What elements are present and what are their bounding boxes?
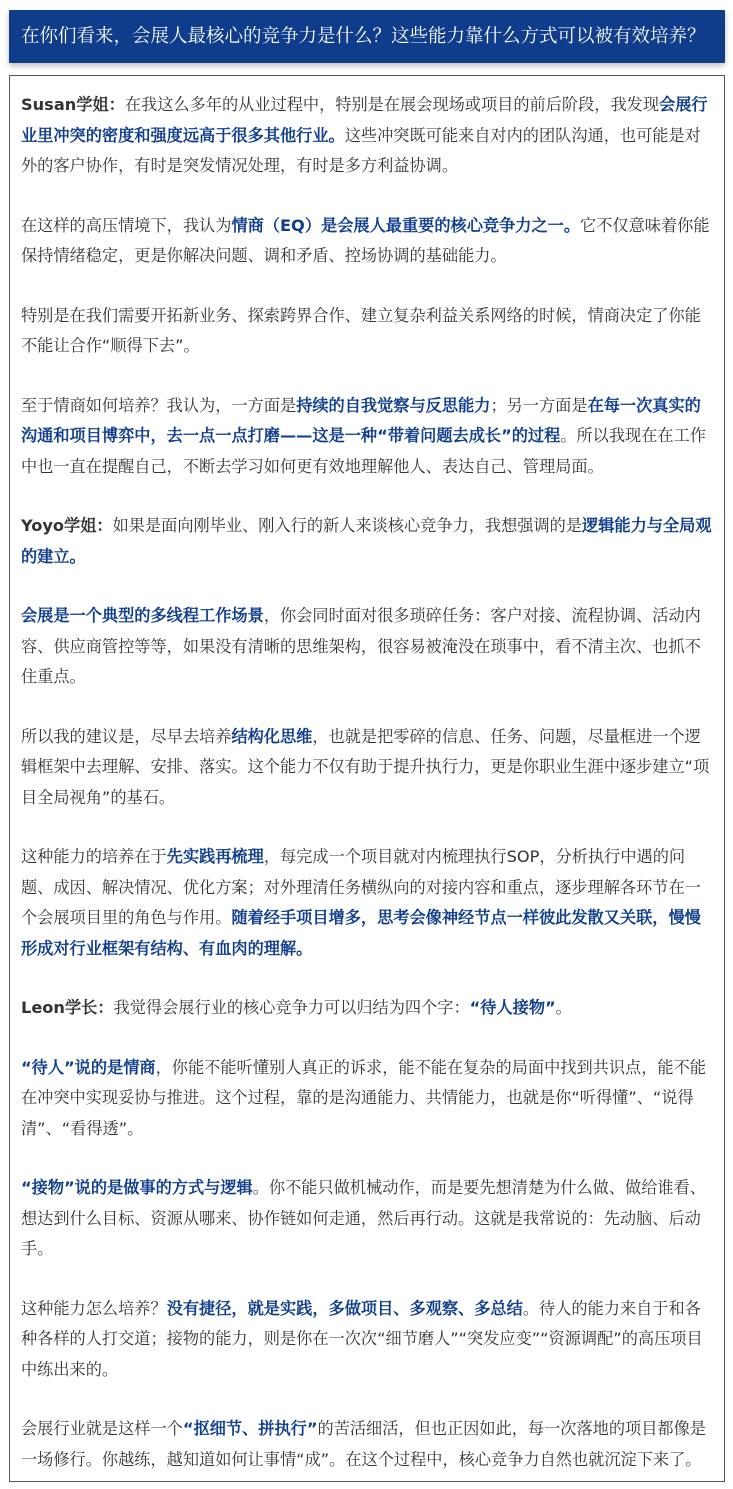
highlight-text: 随着经手项目增多，思考会像神经节点一样彼此发散又关联，慢慢形成对行业框架有结构、有血肉的理解。	[21, 908, 701, 958]
answer-paragraph	[21, 301, 713, 362]
body-text: ，你能不能听懂别人真正的诉求，能不能在复杂的局面中找到共识点，能不能在冲突中实现妥协与推进。这个过程，靠的是沟通能力、共情能力，也就是你“听得懂”、“说得清”、“看得透”。	[21, 1057, 706, 1138]
highlight-text: 先实践再梳理	[166, 847, 264, 866]
answer-paragraph	[21, 842, 713, 964]
body-text: 这种能力的培养在于	[21, 847, 167, 866]
highlight-text: 会展行业里冲突的密度和强度远高于很多其他行业。	[21, 95, 708, 145]
body-text: 这种能力怎么培养？	[21, 1298, 167, 1318]
body-text: 在这样的高压情境下，我认为	[21, 215, 232, 235]
answer-paragraph	[21, 391, 713, 483]
body-text: 会展行业就是这样一个	[21, 1419, 183, 1438]
body-text: 这些冲突既可能来自对内的团队沟通，也可能是对外的客户协作，有时是突发情况处理，有时是多方利益协调。	[21, 125, 701, 175]
speaker-name: Yoyo学姐：	[21, 516, 113, 535]
body-text: ，也就是把零碎的信息、任务、问题，尽量框进一个逻辑框架中去理解、安排、落实。这个能力不仅有助于提升执行力，更是你职业生涯中逐步建立“项目全局视角”的基石。	[21, 726, 710, 807]
body-text: 至于情商如何培养？我认为，一方面是	[21, 395, 297, 415]
highlight-text: 没有捷径，就是实践，多做项目、多观察、多总结	[166, 1298, 523, 1318]
body-text: 。待人的能力来自于和各种各样的人打交道；接物的能力，则是你在一次次“细节磨人”“突发应变”“资源调配”的高压项目中练出来的。	[21, 1298, 703, 1379]
highlight-text: “抠细节、拼执行”	[182, 1419, 318, 1438]
answer-paragraph	[21, 1294, 713, 1386]
question-text: 在你们看来，会展人最核心的竞争力是什么？这些能力靠什么方式可以被有效培养？	[21, 26, 706, 47]
highlight-text: 会展是一个典型的多线程工作场景	[21, 606, 264, 625]
body-text: 。你不能只做机械动作，而是要先想清楚为什么做、做给谁看、想达到什么目标、资源从哪来、协作链如何走通，然后再行动。这就是我常说的：先动脑、后动手。	[21, 1178, 706, 1258]
body-text: 。所以我现在在工作中也一直在提醒自己，不断去学习如何更有效地理解他人、表达自己、管理局面。	[21, 426, 706, 476]
answer-paragraph	[21, 1053, 713, 1145]
answer-paragraph	[21, 90, 713, 182]
body-text: ，每完成一个项目就对内梳理执行SOP，分析执行中遇的问题、成因、解决情况、优化方案；对外理清任务横纵向的对接内容和重点，逐步理解各环节在一个会展项目里的角色与作用。	[21, 847, 701, 927]
highlight-text: 逻辑能力与全局观的建立。	[21, 516, 712, 566]
answer-box	[9, 75, 725, 1482]
highlight-text: “待人接物”	[469, 998, 556, 1017]
body-text: 我觉得会展行业的核心竞争力可以归结为四个字：	[113, 998, 470, 1017]
answer-paragraph	[21, 601, 713, 693]
answer-paragraph	[21, 1414, 713, 1475]
highlight-text: 情商（EQ）是会展人最重要的核心竞争力之一。	[231, 215, 581, 235]
body-text: ；另一方面是	[490, 395, 588, 415]
answer-paragraph	[21, 993, 713, 1024]
body-text: 它不仅意味着你能保持情绪稳定，更是你解决问题、调和矛盾、控场协调的基础能力。	[21, 215, 710, 265]
answer-paragraph	[21, 1173, 713, 1265]
highlight-text: “待人”说的是情商	[21, 1057, 156, 1077]
highlight-text: 结构化思维	[231, 726, 313, 746]
highlight-text: 在每一次真实的沟通和项目博弈中，去一点一点打磨——这是一种“带着问题去成长”的过程	[21, 395, 701, 445]
highlight-text: “接物”说的是做事的方式与逻辑	[21, 1178, 253, 1197]
body-text: 特别是在我们需要开拓新业务、探索跨界合作、建立复杂利益关系网络的时候，情商决定了你能不能让合作“顺得下去”。	[21, 305, 701, 355]
body-text: 。	[555, 998, 572, 1017]
body-text: 在我这么多年的从业过程中，特别是在展会现场或项目的前后阶段，我发现	[124, 95, 660, 114]
body-text: 的苦活细活，但也正因如此，每一次落地的项目都像是一场修行。你越练，越知道如何让事情“成”。在这个过程中，核心竞争力自然也就沉淀下来了。	[21, 1419, 706, 1469]
answer-paragraph	[21, 722, 713, 814]
question-header	[9, 10, 725, 63]
speaker-name: Leon学长：	[21, 998, 114, 1017]
body-text: 如果是面向刚毕业、刚入行的新人来谈核心竞争力，我想强调的是	[112, 516, 583, 535]
body-text: ，你会同时面对很多琐碎任务：客户对接、流程协调、活动内容、供应商管控等等，如果没有清晰的思维架构，很容易被淹没在琐事中，看不清主次、也抓不住重点。	[21, 606, 701, 686]
speaker-name: Susan学姐：	[21, 95, 125, 114]
answer-paragraph	[21, 511, 713, 572]
body-text: 所以我的建议是，尽早去培养	[21, 726, 232, 746]
highlight-text: 持续的自我觉察与反思能力	[296, 395, 491, 415]
answer-paragraph	[21, 211, 713, 272]
